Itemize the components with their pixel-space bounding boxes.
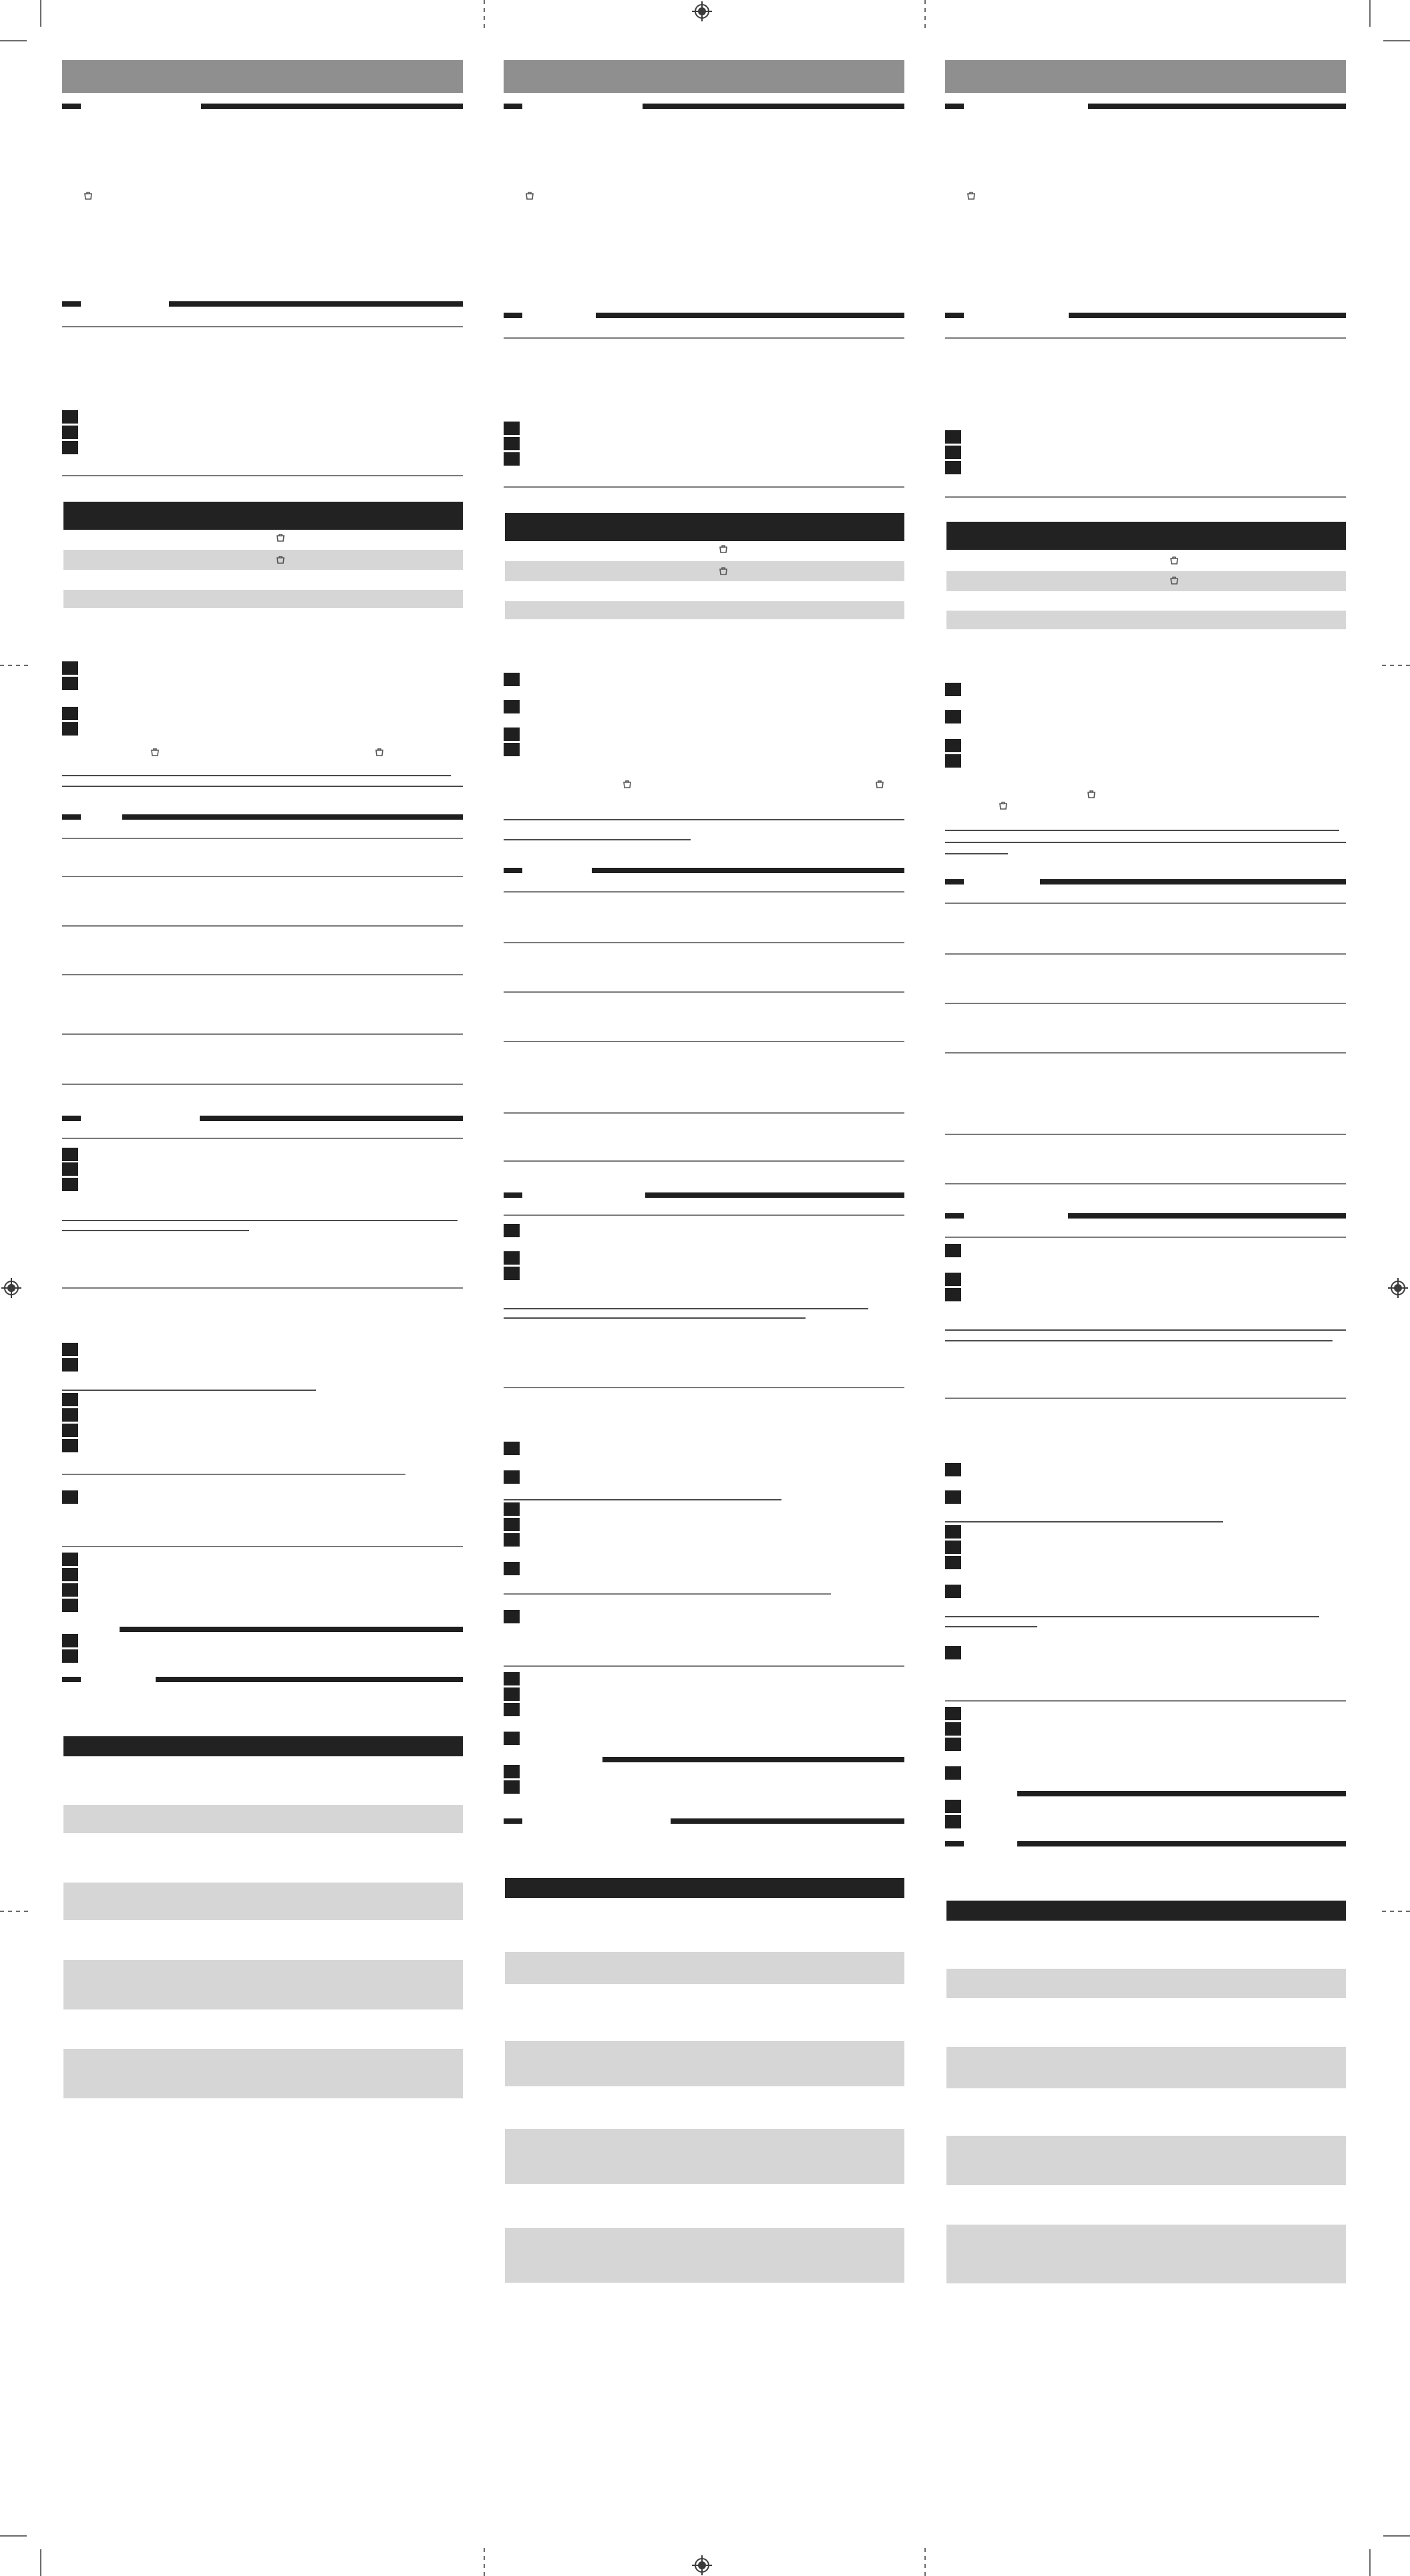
underline <box>945 853 1008 854</box>
underline <box>945 1616 1319 1617</box>
recycle-icon <box>276 533 285 542</box>
step-number-box <box>62 1490 78 1504</box>
step-number-box <box>945 461 961 474</box>
recycle-icon <box>719 567 728 576</box>
section-heading-rule <box>169 301 463 307</box>
step-number-box <box>504 1267 520 1280</box>
section-heading-marker <box>62 1677 81 1682</box>
step-number-box <box>945 1722 961 1736</box>
divider <box>62 475 463 476</box>
registration-mark-icon <box>1388 1278 1408 1298</box>
divider <box>62 1084 463 1085</box>
divider <box>62 974 463 975</box>
divider <box>504 1160 904 1162</box>
section-heading-marker <box>945 104 964 109</box>
section-heading-marker <box>62 1116 81 1121</box>
section-heading-rule <box>1068 1213 1346 1219</box>
step-number-box <box>945 1490 961 1504</box>
table-header-row <box>63 1736 463 1756</box>
step-number-box <box>945 1815 961 1828</box>
fold-mark-left-2 <box>0 1911 28 1912</box>
crop-mark-bottom-right-h <box>1383 2535 1410 2537</box>
underline <box>945 1329 1346 1331</box>
step-number-box <box>62 1649 78 1663</box>
step-number-box <box>504 1732 520 1745</box>
step-number-box <box>62 661 78 675</box>
divider <box>504 337 904 339</box>
underline <box>62 1230 249 1231</box>
table-row-shaded <box>63 2049 463 2098</box>
step-number-box <box>945 1288 961 1301</box>
divider <box>504 942 904 943</box>
step-number-box <box>504 673 520 686</box>
divider <box>62 925 463 927</box>
step-number-box <box>504 1518 520 1531</box>
step-number-box <box>945 1273 961 1286</box>
table-row-shaded <box>505 2228 904 2283</box>
step-number-box <box>62 1599 78 1612</box>
recycle-icon <box>1170 576 1179 585</box>
step-number-box <box>504 1672 520 1685</box>
step-number-box <box>62 1393 78 1406</box>
divider <box>62 1474 405 1475</box>
table-row-shaded <box>63 1805 463 1833</box>
step-number-box <box>504 1502 520 1516</box>
divider <box>945 903 1346 904</box>
divider <box>945 337 1346 339</box>
divider <box>62 1033 463 1035</box>
section-heading-marker <box>62 104 81 109</box>
recycle-icon <box>276 555 285 565</box>
underline <box>945 842 1346 843</box>
divider <box>945 1183 1346 1184</box>
step-number-box <box>504 1224 520 1237</box>
step-number-box <box>62 1408 78 1422</box>
step-number-box <box>945 1556 961 1569</box>
section-heading-rule <box>1069 313 1346 318</box>
step-number-box <box>62 1162 78 1176</box>
fold-mark-top-2 <box>924 0 926 28</box>
page-header-bar <box>945 60 1346 93</box>
divider <box>504 486 904 488</box>
divider <box>504 1215 904 1216</box>
step-number-box <box>504 422 520 435</box>
step-number-box <box>504 1610 520 1623</box>
step-number-box <box>504 1703 520 1716</box>
recycle-icon <box>83 191 93 200</box>
step-number-box <box>945 1541 961 1554</box>
underline <box>62 786 463 787</box>
divider <box>945 1052 1346 1054</box>
table-row-shaded <box>505 601 904 619</box>
table-row-shaded <box>505 2129 904 2184</box>
table-header-row <box>505 1878 904 1898</box>
step-number-box <box>62 707 78 720</box>
section-heading-marker <box>945 313 964 318</box>
step-number-box <box>945 1766 961 1780</box>
divider <box>945 1700 1346 1702</box>
table-row-shaded <box>946 2225 1346 2283</box>
section-heading-marker <box>504 1192 522 1198</box>
divider <box>504 1112 904 1114</box>
underline <box>504 1499 781 1500</box>
step-number-box <box>62 1634 78 1647</box>
divider <box>62 876 463 877</box>
fold-mark-top-1 <box>484 0 485 28</box>
divider <box>945 1003 1346 1004</box>
table-row-shaded <box>505 561 904 581</box>
section-heading-marker <box>504 868 522 873</box>
recycle-icon <box>375 748 384 757</box>
table-header-row <box>63 502 463 530</box>
table-row-shaded <box>63 590 463 608</box>
step-number-box <box>504 1562 520 1575</box>
crop-mark-bottom-left-v <box>40 2549 41 2576</box>
step-number-box <box>62 722 78 736</box>
table-row-shaded <box>946 2047 1346 2088</box>
section-heading-marker <box>504 313 522 318</box>
divider <box>504 1387 904 1388</box>
step-number-box <box>504 728 520 741</box>
underline <box>504 839 691 840</box>
table-row-shaded <box>946 2136 1346 2185</box>
step-number-box <box>945 1646 961 1659</box>
step-number-box <box>62 1343 78 1356</box>
divider <box>945 953 1346 955</box>
step-number-box <box>62 1568 78 1581</box>
section-heading-rule <box>200 1116 463 1121</box>
registration-mark-icon <box>1 1278 21 1298</box>
crop-mark-bottom-left-h <box>0 2535 27 2537</box>
section-heading-rule <box>602 1757 904 1762</box>
step-number-box <box>504 1251 520 1265</box>
page-column-right <box>945 0 1346 2576</box>
step-number-box <box>945 446 961 459</box>
table-row-shaded <box>946 611 1346 629</box>
recycle-icon <box>525 191 534 200</box>
section-heading-marker <box>504 104 522 109</box>
fold-mark-bottom-2 <box>924 2548 926 2576</box>
step-number-box <box>504 1533 520 1547</box>
divider <box>62 1546 463 1547</box>
step-number-box <box>62 1178 78 1191</box>
step-number-box <box>504 437 520 450</box>
divider <box>945 1398 1346 1399</box>
section-heading-rule <box>645 1192 904 1198</box>
step-number-box <box>945 430 961 444</box>
crop-mark-top-left-h <box>0 40 27 41</box>
step-number-box <box>945 1244 961 1257</box>
step-number-box <box>62 441 78 454</box>
recycle-icon <box>999 801 1008 810</box>
divider <box>504 1665 904 1667</box>
divider <box>504 891 904 893</box>
section-heading-rule <box>1017 1841 1346 1846</box>
step-number-box <box>945 1463 961 1476</box>
step-number-box <box>62 1553 78 1566</box>
page-header-bar <box>504 60 904 93</box>
page-column-middle <box>504 0 904 2576</box>
table-header-row <box>505 513 904 541</box>
step-number-box <box>945 683 961 696</box>
crop-mark-top-left-v <box>40 0 41 27</box>
step-number-box <box>945 739 961 752</box>
section-heading-rule <box>643 104 904 109</box>
table-row-shaded <box>946 571 1346 591</box>
step-number-box <box>504 452 520 466</box>
section-heading-rule <box>592 868 904 873</box>
step-number-box <box>504 1765 520 1778</box>
divider <box>945 1237 1346 1238</box>
underline <box>504 1308 868 1309</box>
fold-mark-right-2 <box>1382 1911 1410 1912</box>
step-number-box <box>504 1470 520 1484</box>
step-number-box <box>504 1442 520 1455</box>
fold-mark-right-1 <box>1382 665 1410 666</box>
section-heading-marker <box>945 879 964 884</box>
underline <box>504 819 904 820</box>
step-number-box <box>945 1800 961 1813</box>
section-heading-marker <box>62 814 81 820</box>
page-header-bar <box>62 60 463 93</box>
fold-mark-left-1 <box>0 665 28 666</box>
underline <box>62 1220 458 1221</box>
section-heading-rule <box>671 1818 904 1824</box>
underline <box>504 1317 806 1319</box>
divider <box>945 496 1346 498</box>
section-heading-rule <box>201 104 463 109</box>
recycle-icon <box>719 544 728 554</box>
section-heading-marker <box>945 1841 964 1846</box>
section-heading-marker <box>945 1213 964 1219</box>
step-number-box <box>62 426 78 439</box>
step-number-box <box>945 1585 961 1598</box>
table-header-row <box>946 522 1346 550</box>
section-heading-rule <box>156 1677 463 1682</box>
section-heading-rule <box>1088 104 1346 109</box>
section-heading-rule <box>596 313 904 318</box>
table-row-shaded <box>946 1969 1346 1998</box>
fold-mark-bottom-1 <box>484 2548 485 2576</box>
divider <box>62 1287 463 1289</box>
table-row-shaded <box>63 1960 463 2009</box>
divider <box>945 1134 1346 1135</box>
underline <box>945 1340 1333 1341</box>
step-number-box <box>945 754 961 768</box>
table-row-shaded <box>505 1952 904 1984</box>
crop-mark-top-right-v <box>1369 0 1371 27</box>
section-heading-rule <box>1040 879 1346 884</box>
section-heading-rule <box>120 1627 463 1632</box>
step-number-box <box>504 743 520 756</box>
page-column-left <box>62 0 463 2576</box>
step-number-box <box>504 1780 520 1794</box>
step-number-box <box>62 1148 78 1161</box>
step-number-box <box>945 710 961 723</box>
divider <box>504 1593 831 1595</box>
step-number-box <box>945 1707 961 1720</box>
step-number-box <box>504 700 520 713</box>
recycle-icon <box>966 191 976 200</box>
step-number-box <box>62 1439 78 1452</box>
table-header-row <box>946 1901 1346 1921</box>
step-number-box <box>62 1583 78 1597</box>
underline <box>945 830 1339 831</box>
underline <box>945 1626 1037 1627</box>
section-heading-marker <box>62 301 81 307</box>
crop-mark-top-right-h <box>1383 40 1410 41</box>
recycle-icon <box>150 748 160 757</box>
recycle-icon <box>1087 790 1096 799</box>
step-number-box <box>945 1738 961 1751</box>
step-number-box <box>62 410 78 424</box>
recycle-icon <box>1170 556 1179 565</box>
recycle-icon <box>875 780 884 789</box>
step-number-box <box>945 1525 961 1539</box>
table-row-shaded <box>505 2041 904 2086</box>
divider <box>504 991 904 993</box>
underline <box>62 775 451 776</box>
step-number-box <box>62 677 78 690</box>
section-heading-rule <box>122 814 463 820</box>
recycle-icon <box>623 780 632 789</box>
divider <box>62 326 463 327</box>
divider <box>504 1041 904 1042</box>
divider <box>62 1138 463 1139</box>
table-row-shaded <box>63 550 463 570</box>
section-heading-rule <box>1017 1791 1346 1796</box>
divider <box>62 838 463 839</box>
step-number-box <box>62 1424 78 1437</box>
step-number-box <box>62 1358 78 1372</box>
table-row-shaded <box>63 1883 463 1920</box>
underline <box>945 1521 1223 1522</box>
underline <box>62 1390 316 1391</box>
section-heading-marker <box>504 1818 522 1824</box>
crop-mark-bottom-right-v <box>1369 2549 1371 2576</box>
step-number-box <box>504 1687 520 1701</box>
